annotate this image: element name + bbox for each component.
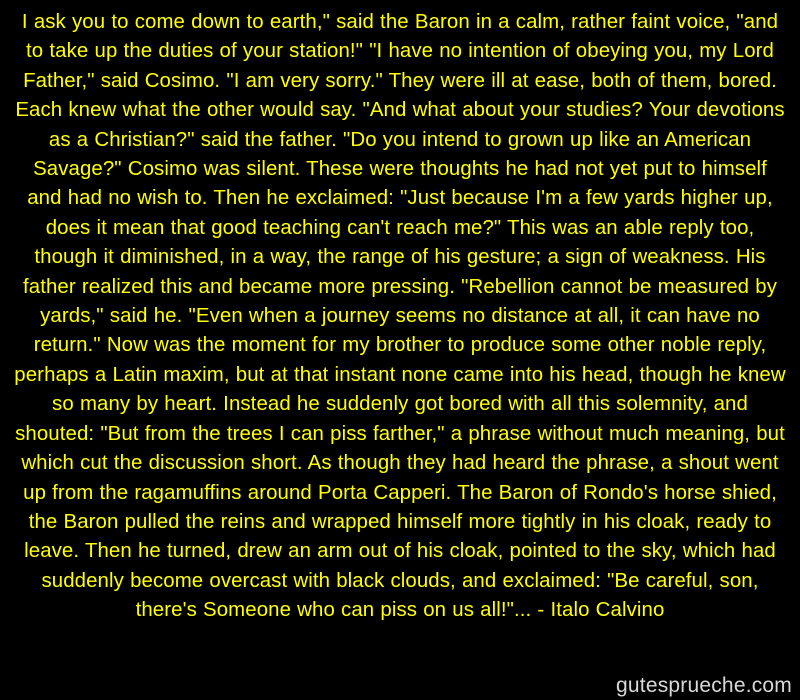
quote-text: I ask you to come down to earth," said the Baron in a calm, rather faint voice, "and to take up the duties of your station!" "I have no intention of obeying you, my Lord Father," said Cosimo. "I am very sorry." They were ill at ease, both of them, bored. Each knew what the other would say. "And what about your studies? Your devotions as a Christian?" said the father. "Do you intend to grown up like an American Savage?" Cosimo was silent. These were thoughts he had not yet put to himself and had no wish to. Then he exclaimed: "Just because I'm a few yards higher up, does it mean that good teaching can't reach me?" This was an able reply too, though it diminished, in a way, the range of his gesture; a sign of weakness. His father realized this and became more pressing. "Rebellion cannot be measured by yards," said he. "Even when a journey seems no distance at all, it can have no return." Now was the moment for my brother to produce some other noble reply, perhaps a Latin maxim, but at that instant none came into his head, though he knew so many by heart. Instead he suddenly got bored with all this solemnity, and shouted: "But from the trees I can piss farther," a phrase without much meaning, but which cut the discussion short. As though they had heard the phrase, a shout went up from the ragamuffins around Porta Capperi. The Baron of Rondo's horse shied, the Baron pulled the reins and wrapped himself more tightly in his cloak, ready to leave. Then he turned, drew an arm out of his cloak, pointed to the sky, which had suddenly become overcast with black clouds, and exclaimed: "Be careful, son, there's Someone who can piss on us all!"... - Italo Calvino xyxy=(14,11,786,622)
watermark: gutesprueche.com xyxy=(616,674,792,697)
